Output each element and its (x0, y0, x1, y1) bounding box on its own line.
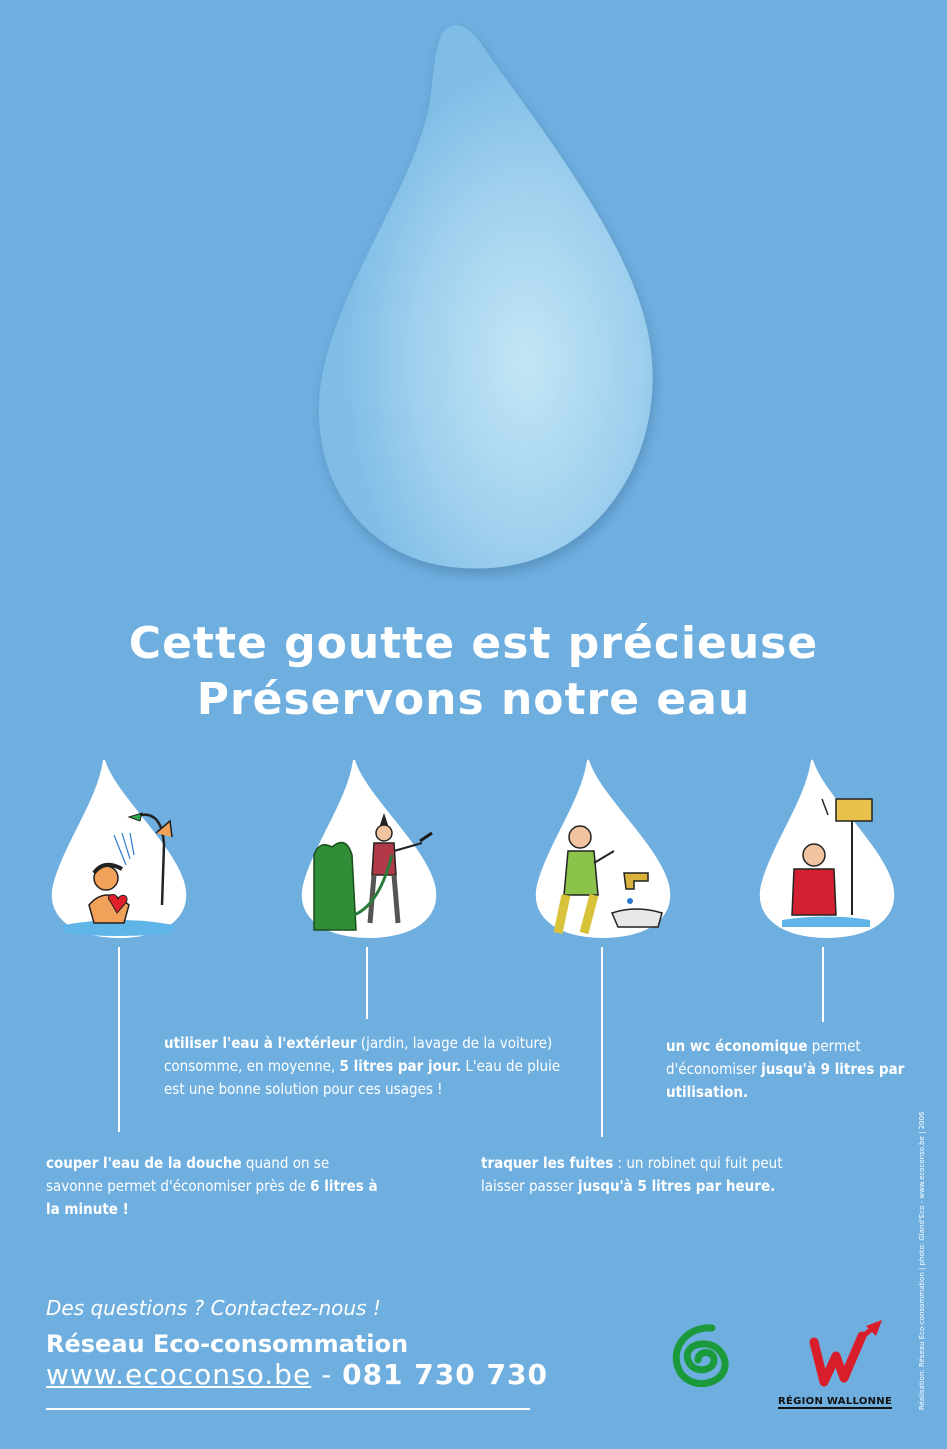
tip-garden-lead: utiliser l'eau à l'extérieur (164, 1034, 357, 1052)
tip-wc-text (666, 1035, 911, 1104)
tip-wc-body: permet d'économiser (666, 1037, 861, 1078)
network-name: Réseau Eco-consommation (46, 1330, 409, 1358)
side-credit: Réalisation: Réseau Eco-consommation | photo: Gland'Eco - www.ecoconso.be | 2006 (918, 1111, 926, 1410)
tip-connector-line (366, 947, 368, 1019)
tip-leak-body: : un robinet qui fuit peut laisser passer (481, 1154, 783, 1195)
tip-garden-text (164, 1032, 564, 1101)
tip-garden-body: (jardin, lavage de la voiture) consomme, en moyenne, (164, 1034, 553, 1075)
tip-shower-lead: couper l'eau de la douche (46, 1154, 242, 1172)
tip-shower-text (46, 1152, 386, 1221)
website-link[interactable]: www.ecoconso.be (46, 1358, 312, 1391)
divider (46, 1408, 530, 1410)
tip-leak-amount: jusqu'à 5 litres par heure. (578, 1177, 776, 1195)
tip-connector-line (601, 947, 603, 1137)
garden-hose-icon (294, 755, 444, 940)
tip-connector-line (118, 947, 120, 1132)
headline-line-2: Préservons notre eau (196, 674, 751, 725)
water-drop-icon (280, 20, 680, 580)
contact-separator: - (311, 1358, 343, 1391)
tip-leak-lead: traquer les fuites (481, 1154, 614, 1172)
tip-garden-amount: 5 litres par jour. (339, 1057, 462, 1075)
region-wallonne-label: RÉGION WALLONNE (778, 1396, 893, 1407)
tip-wc-lead: un wc économique (666, 1037, 808, 1055)
phone-number: 081 730 730 (342, 1358, 548, 1391)
leaking-tap-icon (528, 755, 678, 940)
ecoconsommation-logo (636, 1310, 776, 1410)
tip-shower-body: quand on se savonne permet d'économiser près de (46, 1154, 330, 1195)
tip-garden-tail: L'eau de pluie est une bonne solution pour ces usages ! (164, 1057, 561, 1098)
headline-line-1: Cette goutte est précieuse (128, 618, 819, 669)
shower-person-icon (44, 755, 194, 940)
tip-leak-text (481, 1152, 791, 1198)
toilet-flush-icon (752, 755, 902, 940)
contact-line (46, 1358, 548, 1391)
tip-shower-amount: 6 litres à la minute ! (46, 1177, 378, 1218)
contact-question: Des questions ? Contactez-nous ! (46, 1296, 381, 1320)
tip-wc-amount: jusqu'à 9 litres par utilisation. (666, 1060, 905, 1101)
tip-connector-line (822, 947, 824, 1022)
